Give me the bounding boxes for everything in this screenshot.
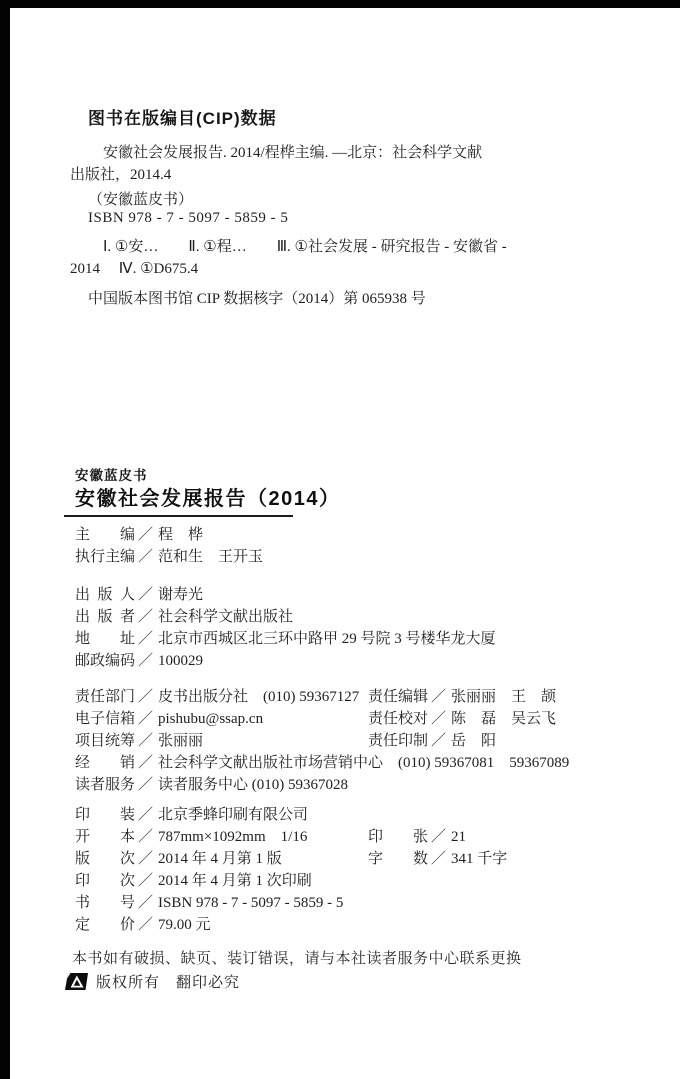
print-right-rows: [368, 826, 507, 870]
slash-separator: ／: [138, 755, 154, 771]
slash-separator: ／: [138, 609, 154, 625]
slash-separator: ／: [138, 689, 154, 705]
slash-separator: ／: [431, 711, 447, 727]
scan-edge-top: [0, 0, 680, 8]
publisher-rows: [75, 584, 496, 672]
row-label: 定价: [75, 917, 135, 933]
staff-row: [368, 730, 556, 752]
row-value: 岳 阳: [451, 733, 497, 749]
slash-separator: ／: [431, 733, 447, 749]
staff-row: [368, 686, 556, 708]
slash-separator: ／: [138, 549, 154, 565]
print-row: [368, 848, 507, 870]
slash-separator: ／: [138, 917, 154, 933]
row-label: 电子信箱: [75, 711, 136, 727]
cip-classification: [70, 236, 580, 280]
row-value: 读者服务中心 (010) 59367028: [158, 777, 349, 793]
slash-separator: ／: [138, 733, 154, 749]
row-value: 21: [451, 829, 467, 845]
slash-separator: ／: [138, 829, 154, 845]
row-value: 范和生 王开玉: [158, 549, 264, 565]
series-label: 安徽蓝皮书: [75, 468, 148, 483]
row-label: 主编: [75, 527, 135, 543]
row-label: 开本: [75, 829, 135, 845]
row-label: 印次: [75, 873, 135, 889]
row-value: ISBN 978 - 7 - 5097 - 5859 - 5: [158, 895, 344, 911]
editor-row: [75, 524, 263, 546]
cip-record-number: 中国版本图书馆 CIP 数据核字（2014）第 065938 号: [88, 291, 426, 307]
row-value: pishubu@ssap.cn: [158, 711, 264, 727]
publisher-row: [75, 606, 496, 628]
row-label: 项目统筹: [75, 733, 136, 749]
publisher-row: [75, 628, 496, 650]
slash-separator: ／: [138, 711, 154, 727]
row-label: 印装: [75, 807, 135, 823]
cip-series-note: （安徽蓝皮书）: [88, 192, 194, 208]
slash-separator: ／: [431, 851, 447, 867]
slash-separator: ／: [431, 689, 447, 705]
row-value: 2014 年 4 月第 1 次印刷: [158, 873, 312, 889]
row-label: 责任部门: [75, 689, 136, 705]
row-label: 责任校对: [368, 711, 429, 727]
print-row: [368, 826, 507, 848]
row-value: 787mm×1092mm 1/16: [158, 829, 308, 845]
slash-separator: ／: [138, 851, 154, 867]
print-row: [75, 848, 343, 870]
cip-isbn: ISBN 978 - 7 - 5097 - 5859 - 5: [88, 210, 289, 226]
slash-separator: ／: [138, 895, 154, 911]
title-underline: [64, 515, 293, 517]
copyright-line: [65, 971, 240, 992]
book-title: 安徽社会发展报告（2014）: [75, 488, 341, 510]
row-value: 社会科学文献出版社: [158, 609, 294, 625]
contact-row: [75, 752, 569, 774]
row-value: 张丽丽 王 颉: [451, 689, 557, 705]
row-label: 经销: [75, 755, 135, 771]
damage-replacement-notice: 本书如有破损、缺页、装订错误，请与本社读者服务中心联系更换: [72, 950, 522, 967]
row-label: 地址: [75, 631, 135, 647]
row-value: 陈 磊 吴云飞: [451, 711, 557, 727]
row-label: 出版人: [75, 587, 135, 603]
print-row: [75, 914, 343, 936]
scan-edge-left: [0, 0, 10, 1079]
row-label: 出版者: [75, 609, 135, 625]
cip-heading: 图书在版编目(CIP)数据: [88, 109, 277, 128]
publisher-row: [75, 650, 496, 672]
slash-separator: ／: [431, 829, 447, 845]
row-value: 北京市西城区北三环中路甲 29 号院 3 号楼华龙大厦: [158, 631, 496, 647]
row-value: 程 桦: [158, 527, 204, 543]
contact-right-rows: [368, 686, 556, 752]
slash-separator: ／: [138, 653, 154, 669]
slash-separator: ／: [138, 527, 154, 543]
cip-entry-line2: 出版社，2014.4: [70, 167, 172, 183]
row-value: 北京季蜂印刷有限公司: [158, 807, 309, 823]
row-value: 341 千字: [451, 851, 508, 867]
row-value: 79.00 元: [158, 917, 211, 933]
row-label: 读者服务: [75, 777, 136, 793]
cip-entry-line1: 安徽社会发展报告. 2014/程桦主编. —北京：社会科学文献: [103, 145, 483, 161]
cip-class-line1: Ⅰ. ①安… Ⅱ. ①程… Ⅲ. ①社会发展 - 研究报告 - 安徽省 -: [103, 239, 507, 255]
cip-class-line2: 2014 Ⅳ. ①D675.4: [70, 261, 199, 277]
row-label: 责任印制: [368, 733, 429, 749]
row-value: 100029: [158, 653, 204, 669]
row-label: 邮政编码: [75, 653, 136, 669]
print-left-rows: [75, 804, 343, 936]
row-label: 责任编辑: [368, 689, 429, 705]
cip-entry: [70, 142, 570, 186]
row-value: 社会科学文献出版社市场营销中心 (010) 59367081 59367089: [158, 755, 570, 771]
staff-row: [368, 708, 556, 730]
print-row: [75, 892, 343, 914]
print-row: [75, 804, 343, 826]
contact-row: [75, 774, 569, 796]
editor-row: [75, 546, 263, 568]
slash-separator: ／: [138, 587, 154, 603]
print-row: [75, 826, 343, 848]
row-label: 书号: [75, 895, 135, 911]
row-value: 2014 年 4 月第 1 版: [158, 851, 282, 867]
row-label: 执行主编: [75, 549, 136, 565]
row-label: 印张: [368, 829, 428, 845]
row-value: 谢寿光: [158, 587, 204, 603]
slash-separator: ／: [138, 807, 154, 823]
anti-piracy-logo-icon: [65, 973, 88, 990]
row-label: 字数: [368, 851, 428, 867]
slash-separator: ／: [138, 873, 154, 889]
editor-rows: [75, 524, 263, 568]
publisher-row: [75, 584, 496, 606]
copyright-text: 版权所有 翻印必究: [96, 974, 241, 991]
slash-separator: ／: [138, 631, 154, 647]
row-label: 版次: [75, 851, 135, 867]
print-row: [75, 870, 343, 892]
row-value: 张丽丽: [158, 733, 204, 749]
row-value: 皮书出版分社 (010) 59367127: [158, 689, 360, 705]
slash-separator: ／: [138, 777, 154, 793]
